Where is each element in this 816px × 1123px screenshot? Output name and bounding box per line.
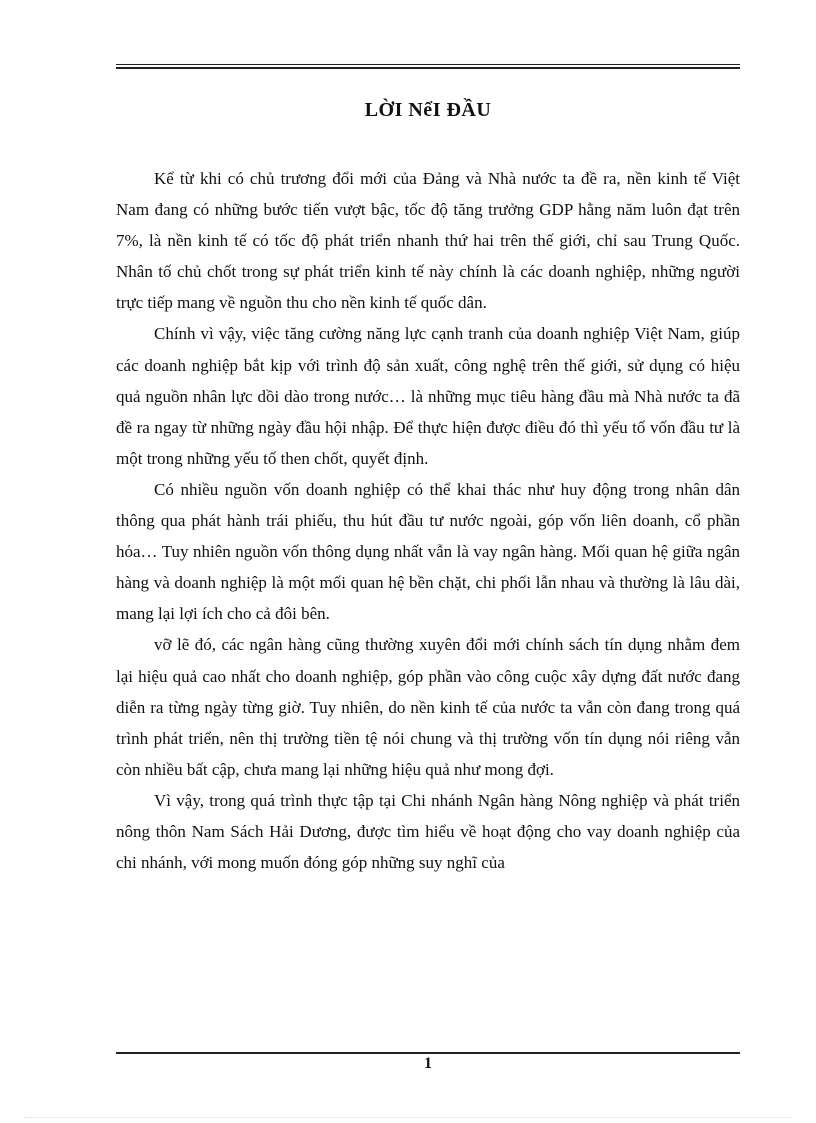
header-rule-thin [116,64,740,65]
paragraph: Kể từ khi có chủ trương đổi mới của Đảng và Nhà nước ta đề ra, nền kinh tế Việt Nam đang có những bước tiến vượt bậc, tốc độ tăng trưởng GDP hằng năm luôn đạt trên 7%, là nền kinh tế có tốc độ phát triển nhanh thứ hai trên thế giới, chỉ sau Trung Quốc. Nhân tố chủ chốt trong sự phát triển kinh tế này chính là các doanh nghiệp, những người trực tiếp mang về nguồn thu cho nền kinh tế quốc dân. [116,169,740,313]
page-edge-divider [24,1117,792,1118]
paragraph: Có nhiều nguồn vốn doanh nghiệp có thể khai thác như huy động trong nhân dân thông qua phát hành trái phiếu, thu hút đầu tư nước ngoài, góp vốn liên doanh, cổ phần hόa… Tuy nhiên nguồn vốn thông dụng nhất vẫn là vay ngân hàng. Mối quan hệ giữa ngân hàng và doanh nghiệp là một mối quan hệ bền chặt, chi phối lẫn nhau và thường là lâu dài, mang lại lợi ích cho cả đôi bên. [116,479,740,624]
paragraph: vỡ lẽ đó, các ngân hàng cũng thường xuyên đổi mới chính sách tín dụng nhằm đem lại hiệu quả cao nhất cho doanh nghiệp, góp phần vào công cuộc xây dựng đất nước đang diễn ra từng ngày từng giờ. Tuy nhiên, do nền kinh tế của nước ta vẫn còn đang trong quá trình phát triển, nên thị trường tiền tệ nói chung và thị trường vốn tín dụng nói riêng vẫn còn nhiều bất cập, chưa mang lại những hiệu quả như mong đợi. [116,635,740,779]
paragraph: Chính vì vậy, việc tăng cường năng lực cạnh tranh của doanh nghiệp Việt Nam, giúp các doanh nghiệp bắt kịp với trình độ sản xuất, công nghệ trên thế giới, sử dụng có hiệu quả nguồn nhân lực dồi dào trong nước… là những mục tiêu hàng đầu mà Nhà nước ta đã đề ra ngay từ những ngày đầu hội nhập. Để thực hiện được điều đó thì yếu tố vốn đầu tư là một trong những yếu tố then chốt, quyết định. [116,324,740,468]
paragraph: Vì vậy, trong quá trình thực tập tại Chi nhánh Ngân hàng Nông nghiệp và phát triển nông thôn Nam Sách Hải Dương, được tìm hiểu về hoạt động cho vay doanh nghiệp của chi nhánh, với mong muốn đóng góp những suy nghĩ của [116,790,740,873]
page-number: 1 [424,1055,432,1072]
document-body [116,163,740,878]
header-rule-thick [116,67,740,69]
page-title: LỜI NểI ĐẦU [364,99,492,121]
